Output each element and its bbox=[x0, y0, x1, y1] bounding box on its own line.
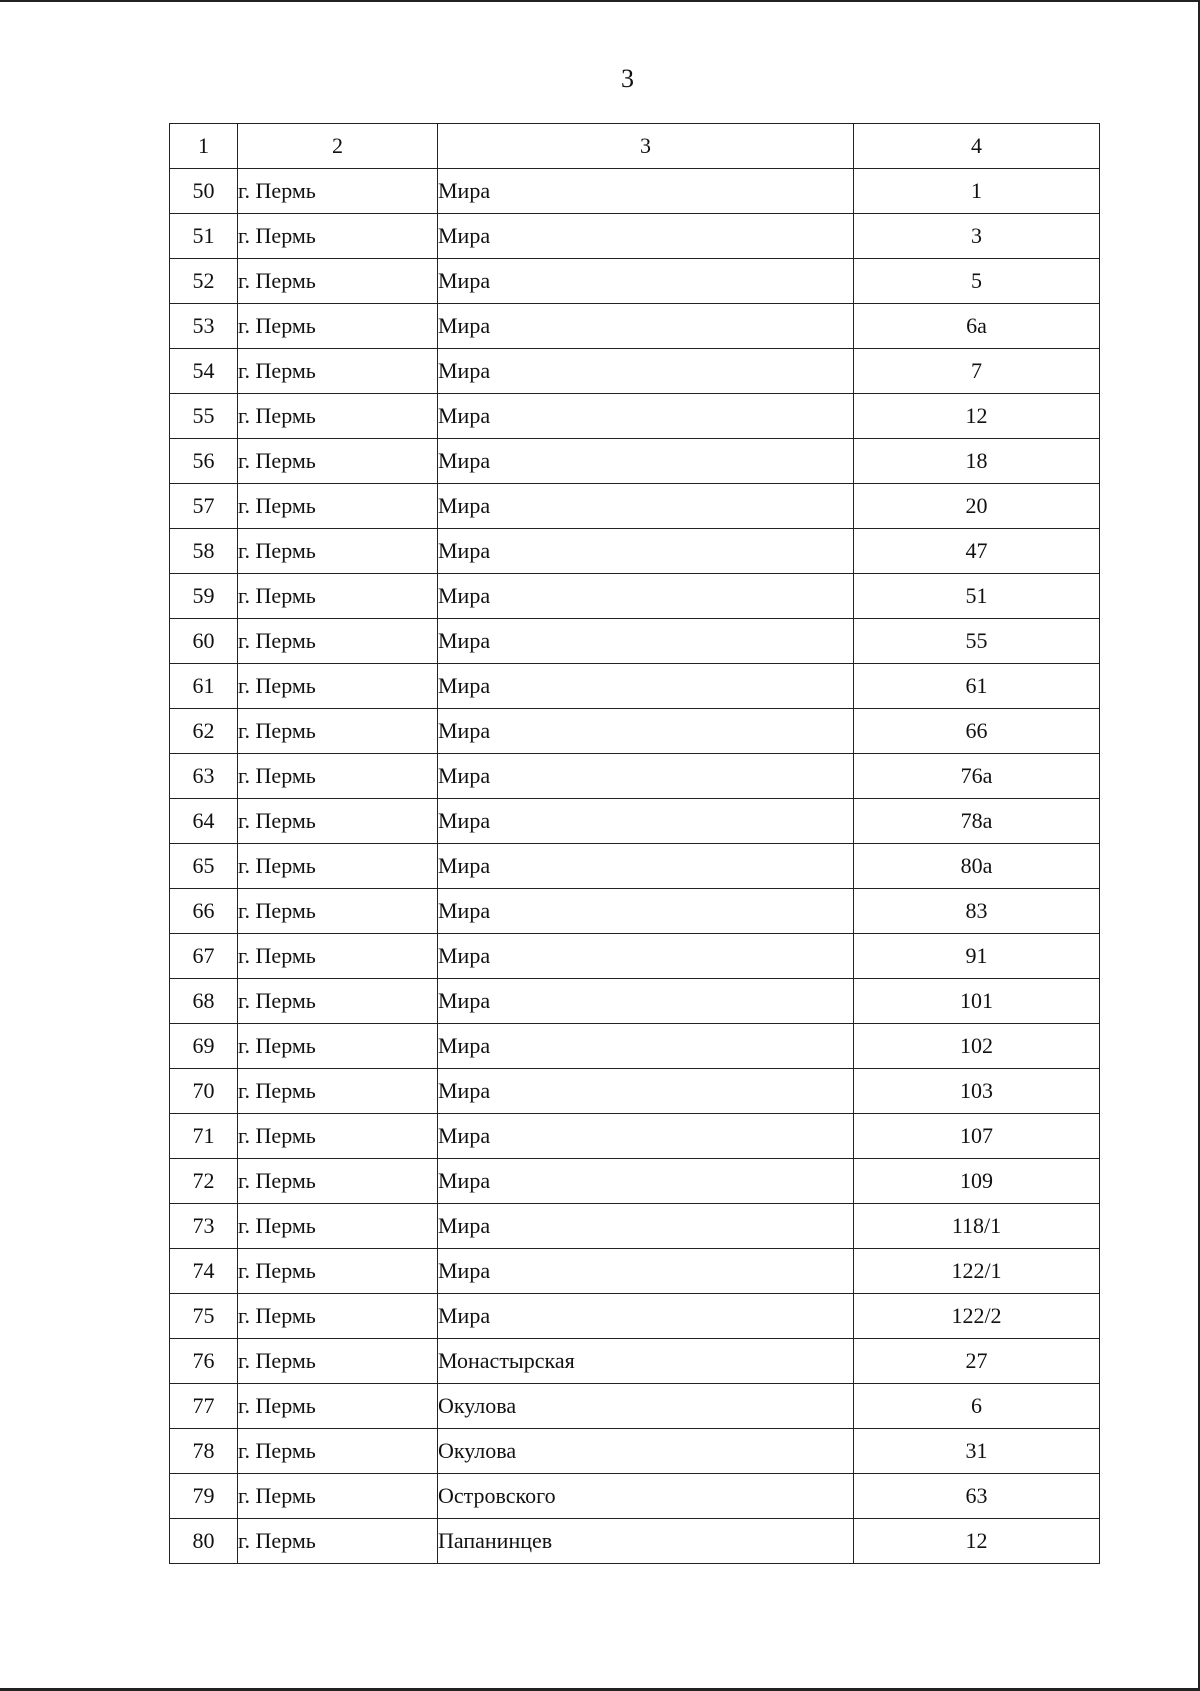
table-body bbox=[170, 169, 1100, 1564]
city-cell: г. Пермь bbox=[238, 169, 438, 214]
house-number-cell: 103 bbox=[854, 1069, 1100, 1114]
city-cell: г. Пермь bbox=[238, 1069, 438, 1114]
street-cell: Мира bbox=[438, 439, 854, 484]
city-cell: г. Пермь bbox=[238, 1204, 438, 1249]
house-number-cell: 55 bbox=[854, 619, 1100, 664]
table-row bbox=[170, 484, 1100, 529]
city-cell: г. Пермь bbox=[238, 529, 438, 574]
row-number-cell: 62 bbox=[170, 709, 238, 754]
column-header-4: 4 bbox=[854, 124, 1100, 169]
table-row bbox=[170, 934, 1100, 979]
street-cell: Мира bbox=[438, 169, 854, 214]
table-row bbox=[170, 439, 1100, 484]
house-number-cell: 47 bbox=[854, 529, 1100, 574]
row-number-cell: 75 bbox=[170, 1294, 238, 1339]
city-cell: г. Пермь bbox=[238, 709, 438, 754]
house-number-cell: 5 bbox=[854, 259, 1100, 304]
city-cell: г. Пермь bbox=[238, 394, 438, 439]
house-number-cell: 122/1 bbox=[854, 1249, 1100, 1294]
house-number-cell: 66 bbox=[854, 709, 1100, 754]
city-cell: г. Пермь bbox=[238, 619, 438, 664]
street-cell: Мира bbox=[438, 1249, 854, 1294]
street-cell: Мира bbox=[438, 259, 854, 304]
row-number-cell: 74 bbox=[170, 1249, 238, 1294]
table-row bbox=[170, 709, 1100, 754]
row-number-cell: 55 bbox=[170, 394, 238, 439]
city-cell: г. Пермь bbox=[238, 214, 438, 259]
street-cell: Мира bbox=[438, 664, 854, 709]
table-row bbox=[170, 1249, 1100, 1294]
street-cell: Мира bbox=[438, 484, 854, 529]
row-number-cell: 54 bbox=[170, 349, 238, 394]
house-number-cell: 18 bbox=[854, 439, 1100, 484]
city-cell: г. Пермь bbox=[238, 1474, 438, 1519]
city-cell: г. Пермь bbox=[238, 1519, 438, 1564]
city-cell: г. Пермь bbox=[238, 754, 438, 799]
street-cell: Мира bbox=[438, 214, 854, 259]
table-row bbox=[170, 1339, 1100, 1384]
row-number-cell: 80 bbox=[170, 1519, 238, 1564]
street-cell: Мира bbox=[438, 799, 854, 844]
house-number-cell: 27 bbox=[854, 1339, 1100, 1384]
house-number-cell: 1 bbox=[854, 169, 1100, 214]
table-row bbox=[170, 1024, 1100, 1069]
row-number-cell: 57 bbox=[170, 484, 238, 529]
row-number-cell: 56 bbox=[170, 439, 238, 484]
column-header-1: 1 bbox=[170, 124, 238, 169]
street-cell: Окулова bbox=[438, 1429, 854, 1474]
house-number-cell: 3 bbox=[854, 214, 1100, 259]
street-cell: Мира bbox=[438, 1294, 854, 1339]
table-row bbox=[170, 664, 1100, 709]
house-number-cell: 78а bbox=[854, 799, 1100, 844]
street-cell: Мира bbox=[438, 754, 854, 799]
house-number-cell: 61 bbox=[854, 664, 1100, 709]
table-row bbox=[170, 1204, 1100, 1249]
city-cell: г. Пермь bbox=[238, 934, 438, 979]
city-cell: г. Пермь bbox=[238, 259, 438, 304]
table-row bbox=[170, 169, 1100, 214]
house-number-cell: 118/1 bbox=[854, 1204, 1100, 1249]
table-row bbox=[170, 754, 1100, 799]
row-number-cell: 53 bbox=[170, 304, 238, 349]
house-number-cell: 102 bbox=[854, 1024, 1100, 1069]
street-cell: Мира bbox=[438, 574, 854, 619]
house-number-cell: 101 bbox=[854, 979, 1100, 1024]
table-row bbox=[170, 1294, 1100, 1339]
page-number: 3 bbox=[621, 64, 634, 93]
city-cell: г. Пермь bbox=[238, 664, 438, 709]
house-number-cell: 51 bbox=[854, 574, 1100, 619]
table-row bbox=[170, 889, 1100, 934]
table-row bbox=[170, 1474, 1100, 1519]
street-cell: Мира bbox=[438, 349, 854, 394]
row-number-cell: 64 bbox=[170, 799, 238, 844]
table-row bbox=[170, 1159, 1100, 1204]
table-row bbox=[170, 1429, 1100, 1474]
city-cell: г. Пермь bbox=[238, 484, 438, 529]
scan-border-top bbox=[0, 0, 1200, 2]
house-number-cell: 63 bbox=[854, 1474, 1100, 1519]
row-number-cell: 73 bbox=[170, 1204, 238, 1249]
header-row bbox=[170, 124, 1100, 169]
house-number-cell: 6а bbox=[854, 304, 1100, 349]
row-number-cell: 68 bbox=[170, 979, 238, 1024]
row-number-cell: 69 bbox=[170, 1024, 238, 1069]
street-cell: Мира bbox=[438, 1204, 854, 1249]
table-row bbox=[170, 394, 1100, 439]
table-row bbox=[170, 799, 1100, 844]
house-number-cell: 107 bbox=[854, 1114, 1100, 1159]
table-row bbox=[170, 1384, 1100, 1429]
row-number-cell: 67 bbox=[170, 934, 238, 979]
city-cell: г. Пермь bbox=[238, 304, 438, 349]
row-number-cell: 79 bbox=[170, 1474, 238, 1519]
street-cell: Мира bbox=[438, 1024, 854, 1069]
city-cell: г. Пермь bbox=[238, 979, 438, 1024]
table-row bbox=[170, 1069, 1100, 1114]
table-row bbox=[170, 1519, 1100, 1564]
house-number-cell: 12 bbox=[854, 1519, 1100, 1564]
row-number-cell: 78 bbox=[170, 1429, 238, 1474]
row-number-cell: 60 bbox=[170, 619, 238, 664]
table-row bbox=[170, 979, 1100, 1024]
table-row bbox=[170, 844, 1100, 889]
street-cell: Мира bbox=[438, 1159, 854, 1204]
table-row bbox=[170, 574, 1100, 619]
column-header-2: 2 bbox=[238, 124, 438, 169]
row-number-cell: 63 bbox=[170, 754, 238, 799]
table-row bbox=[170, 619, 1100, 664]
street-cell: Мира bbox=[438, 934, 854, 979]
city-cell: г. Пермь bbox=[238, 1294, 438, 1339]
house-number-cell: 91 bbox=[854, 934, 1100, 979]
house-number-cell: 20 bbox=[854, 484, 1100, 529]
column-header-3: 3 bbox=[438, 124, 854, 169]
city-cell: г. Пермь bbox=[238, 1024, 438, 1069]
street-cell: Мира bbox=[438, 394, 854, 439]
house-number-cell: 83 bbox=[854, 889, 1100, 934]
house-number-cell: 31 bbox=[854, 1429, 1100, 1474]
house-number-cell: 7 bbox=[854, 349, 1100, 394]
street-cell: Мира bbox=[438, 1114, 854, 1159]
city-cell: г. Пермь bbox=[238, 1249, 438, 1294]
house-number-cell: 109 bbox=[854, 1159, 1100, 1204]
street-cell: Мира bbox=[438, 304, 854, 349]
city-cell: г. Пермь bbox=[238, 574, 438, 619]
row-number-cell: 58 bbox=[170, 529, 238, 574]
table-row bbox=[170, 349, 1100, 394]
house-number-cell: 122/2 bbox=[854, 1294, 1100, 1339]
house-number-cell: 76а bbox=[854, 754, 1100, 799]
table-row bbox=[170, 259, 1100, 304]
row-number-cell: 65 bbox=[170, 844, 238, 889]
row-number-cell: 61 bbox=[170, 664, 238, 709]
street-cell: Мира bbox=[438, 889, 854, 934]
row-number-cell: 66 bbox=[170, 889, 238, 934]
city-cell: г. Пермь bbox=[238, 1114, 438, 1159]
row-number-cell: 52 bbox=[170, 259, 238, 304]
street-cell: Мира bbox=[438, 979, 854, 1024]
city-cell: г. Пермь bbox=[238, 1159, 438, 1204]
row-number-cell: 71 bbox=[170, 1114, 238, 1159]
street-cell: Островского bbox=[438, 1474, 854, 1519]
city-cell: г. Пермь bbox=[238, 844, 438, 889]
row-number-cell: 51 bbox=[170, 214, 238, 259]
city-cell: г. Пермь bbox=[238, 1384, 438, 1429]
city-cell: г. Пермь bbox=[238, 799, 438, 844]
house-number-cell: 6 bbox=[854, 1384, 1100, 1429]
city-cell: г. Пермь bbox=[238, 1339, 438, 1384]
row-number-cell: 72 bbox=[170, 1159, 238, 1204]
city-cell: г. Пермь bbox=[238, 889, 438, 934]
table-row bbox=[170, 214, 1100, 259]
city-cell: г. Пермь bbox=[238, 349, 438, 394]
house-number-cell: 12 bbox=[854, 394, 1100, 439]
row-number-cell: 77 bbox=[170, 1384, 238, 1429]
row-number-cell: 70 bbox=[170, 1069, 238, 1114]
street-cell: Мира bbox=[438, 844, 854, 889]
street-cell: Мира bbox=[438, 1069, 854, 1114]
street-cell: Мира bbox=[438, 529, 854, 574]
street-cell: Окулова bbox=[438, 1384, 854, 1429]
street-cell: Папанинцев bbox=[438, 1519, 854, 1564]
address-table bbox=[169, 123, 1100, 1564]
row-number-cell: 76 bbox=[170, 1339, 238, 1384]
table-row bbox=[170, 304, 1100, 349]
row-number-cell: 59 bbox=[170, 574, 238, 619]
row-number-cell: 50 bbox=[170, 169, 238, 214]
street-cell: Мира bbox=[438, 619, 854, 664]
table-row bbox=[170, 1114, 1100, 1159]
street-cell: Монастырская bbox=[438, 1339, 854, 1384]
city-cell: г. Пермь bbox=[238, 1429, 438, 1474]
house-number-cell: 80а bbox=[854, 844, 1100, 889]
street-cell: Мира bbox=[438, 709, 854, 754]
table-row bbox=[170, 529, 1100, 574]
city-cell: г. Пермь bbox=[238, 439, 438, 484]
